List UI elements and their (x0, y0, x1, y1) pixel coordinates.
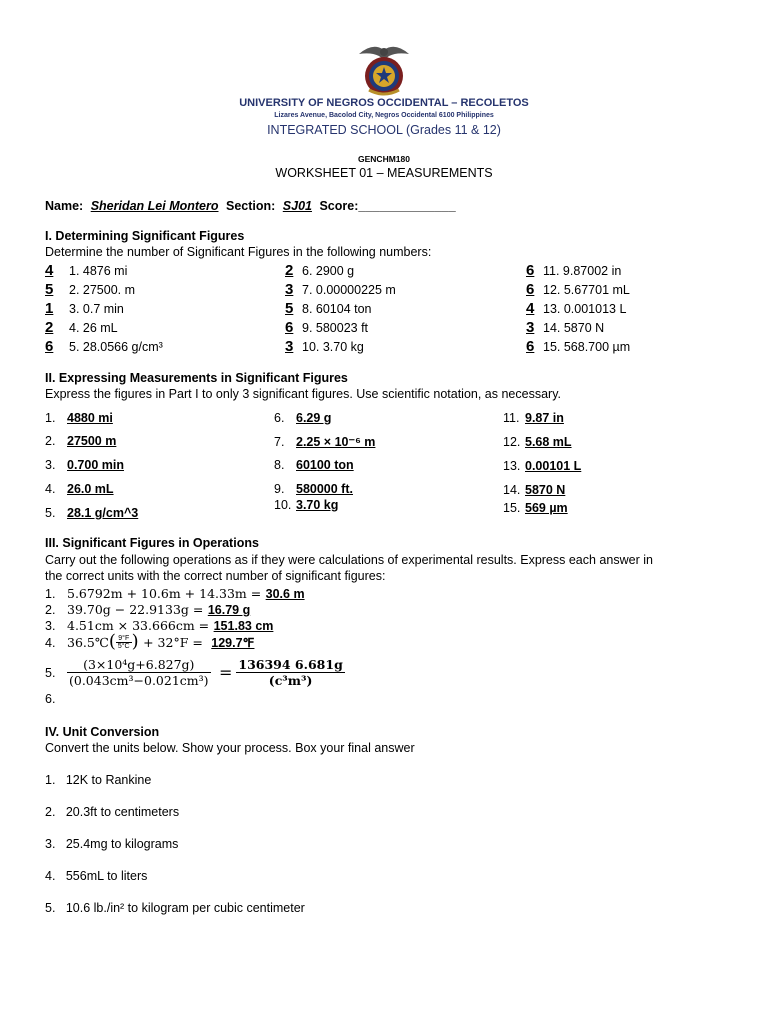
part2-item: 8. 60100 ton (274, 458, 354, 472)
part2-instruction: Express the figures in Part I to only 3 significant figures. Use scientific notation, as necessary. (45, 387, 561, 401)
part2-item: 12. 5.68 mL (503, 435, 572, 449)
part2-item: 3. 0.700 min (45, 458, 124, 472)
section-label: Section: (225, 199, 276, 213)
part2-item: 6. 6.29 g (274, 411, 332, 425)
part2-item: 4. 26.0 mL (45, 482, 114, 496)
name-label: Name: (45, 199, 84, 213)
part1-item: 5 2. 27500. m (45, 281, 136, 298)
part1-item: 6 12. 5.67701 mL (526, 281, 630, 298)
operation-1: 1. 5.6792m + 10.6m + 14.33m = 30.6 m (45, 586, 305, 601)
part2-item: 9. 580000 ft. (274, 482, 353, 496)
student-info-line (45, 199, 456, 213)
part4-instruction: Convert the units below. Show your process. Box your final answer (45, 741, 415, 755)
part1-item: 6 5. 28.0566 g/cm³ (45, 338, 163, 355)
part1-item: 3 7. 0.00000225 m (285, 281, 396, 298)
conversion-item: 2. 20.3ft to centimeters (45, 805, 180, 819)
university-seal-logo (355, 40, 413, 98)
part2-item: 15. 569 µm (503, 501, 568, 515)
score-label: Score:______________ (319, 199, 456, 213)
part1-item: 6 11. 9.87002 in (526, 262, 622, 279)
part2-item: 10. 3.70 kg (274, 498, 339, 512)
operation-6: 6. (45, 692, 56, 706)
part1-item: 4 13. 0.001013 L (526, 300, 627, 317)
part3-title: III. Significant Figures in Operations (45, 536, 259, 550)
part2-item: 11. 9.87 in (503, 411, 564, 425)
part2-item: 7. 2.25 × 10⁻⁶ m (274, 435, 376, 449)
conversion-item: 3. 25.4mg to kilograms (45, 837, 179, 851)
part2-item: 2. 27500 m (45, 434, 117, 448)
conversion-item: 5. 10.6 lb./in² to kilogram per cubic centimeter (45, 901, 305, 915)
part2-item: 5. 28.1 g/cm^3 (45, 506, 139, 520)
part1-item: 6 15. 568.700 µm (526, 338, 631, 355)
name-value: Sheridan Lei Montero (90, 199, 219, 213)
part1-item: 5 8. 60104 ton (285, 300, 372, 317)
part1-item: 1 3. 0.7 min (45, 300, 124, 317)
operation-2: 2. 39.70g − 22.9133g = 16.79 g (45, 602, 251, 617)
fahrenheit-celsius-fraction: $\frac{9^\circ F}{5^\circ C}$ (117, 635, 130, 651)
part1-column-2 (285, 262, 396, 357)
operation-4: 4. 36.5℃( $\frac{9^\circ F}{5^\circ C}$ ) + 32°F = 129.7℉ (45, 631, 255, 652)
operation-3: 3. 4.51cm × 33.666cm = 151.83 cm (45, 618, 274, 633)
part1-item: 3 14. 5870 N (526, 319, 605, 336)
part1-item: 2 4. 26 mL (45, 319, 118, 336)
part1-item: 4 1. 4876 mi (45, 262, 128, 279)
part1-column-1 (45, 262, 163, 357)
part2-title: II. Expressing Measurements in Significant Figures (45, 371, 348, 385)
part3-instruction-line-1: Carry out the following operations as if they were calculations of experimental results. Express each answer in (45, 553, 653, 567)
conversion-item: 4. 556mL to liters (45, 869, 148, 883)
part1-item: 6 9. 580023 ft (285, 319, 369, 336)
section-value: SJ01 (282, 199, 312, 213)
operation-5: 5. $\frac{\text{(3×10⁴g+6.827g)}}{\text{(0.043cm³−0.021cm³)}}$ = $\frac{136394 6.681g}{\text{(c³m³)}}$ (45, 657, 343, 688)
part1-column-3 (526, 262, 630, 357)
part4-title: IV. Unit Conversion (45, 725, 160, 739)
school-name: INTEGRATED SCHOOL (Grades 11 & 12) (267, 123, 501, 137)
part2-item: 14. 5870 N (503, 483, 566, 497)
university-address: Lizares Avenue, Bacolod City, Negros Occidental 6100 Philippines (274, 112, 494, 119)
operation-5-rhs-fraction: $\frac{136394 6.681g}{\text{(c³m³)}}$ (238, 657, 343, 688)
worksheet-title: WORKSHEET 01 – MEASUREMENTS (275, 166, 493, 180)
part1-item: 2 6. 2900 g (285, 262, 355, 279)
part1-instruction: Determine the number of Significant Figures in the following numbers: (45, 245, 432, 259)
part1-title: I. Determining Significant Figures (45, 229, 245, 243)
part2-item: 1. 4880 mi (45, 411, 113, 425)
part2-item: 13. 0.00101 L (503, 459, 582, 473)
university-name: UNIVERSITY OF NEGROS OCCIDENTAL – RECOLETOS (239, 97, 529, 109)
course-code: GENCHM180 (358, 154, 410, 164)
operation-5-lhs-fraction: $\frac{\text{(3×10⁴g+6.827g)}}{\text{(0.043cm³−0.021cm³)}}$ (69, 657, 209, 688)
conversion-item: 1. 12K to Rankine (45, 773, 152, 787)
part3-instruction-line-2: the correct units with the correct number of significant figures: (45, 569, 386, 583)
part1-item: 3 10. 3.70 kg (285, 338, 364, 355)
